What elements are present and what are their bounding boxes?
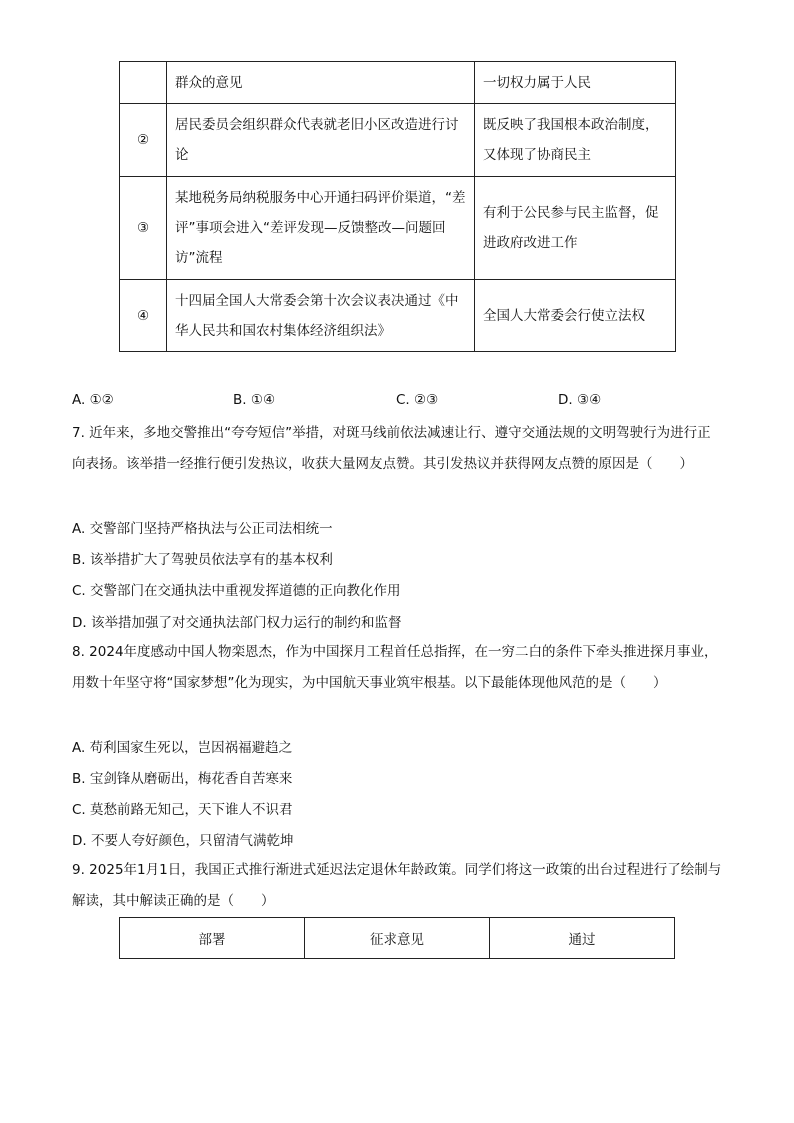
row-number: ④ bbox=[120, 280, 167, 352]
table-row bbox=[120, 177, 676, 280]
example-cell: 居民委员会组织群众代表就老旧小区改造进行讨论 bbox=[167, 104, 475, 177]
q6-options bbox=[72, 392, 732, 414]
example-cell: 某地税务局纳税服务中心开通扫码评价渠道，“差评”事项会进入“差评发现—反馈整改—问题回访”流程 bbox=[167, 177, 475, 280]
question-8-stem: 8. 2024年度感动中国人物栾恩杰，作为中国探月工程首任总指挥，在一穷二白的条件下牵头推进探月事业，用数十年坚守将“国家梦想”化为现实，为中国航天事业筑牢根基。以下最能体现他风范的是（ ） bbox=[72, 644, 718, 691]
option-d: D. ③④ bbox=[558, 392, 602, 408]
question-7-stem: 7. 近年来，多地交警推出“夸夸短信”举措，对斑马线前依法减速让行、遵守交通法规的文明驾驶行为进行正向表扬。该举措一经推行便引发热议，收获大量网友点赞。其引发热议并获得网友点赞的原因是（ ） bbox=[72, 425, 711, 472]
interpretation-cell: 有利于公民参与民主监督，促进政府改进工作 bbox=[475, 177, 676, 280]
q7-option-a: A. 交警部门坚持严格执法与公正司法相统一 bbox=[72, 521, 333, 537]
interpretation-cell: 既反映了我国根本政治制度，又体现了协商民主 bbox=[475, 104, 676, 177]
q8-option-a: A. 苟利国家生死以，岂因祸福避趋之 bbox=[72, 740, 293, 756]
example-cell: 群众的意见 bbox=[167, 62, 475, 104]
q7-option-d: D. 该举措加强了对交通执法部门权力运行的制约和监督 bbox=[72, 615, 402, 631]
q7-option-b: B. 该举措扩大了驾驶员依法享有的基本权利 bbox=[72, 552, 333, 568]
option-a: A. ①② bbox=[72, 392, 114, 408]
process-step: 征求意见 bbox=[305, 918, 490, 959]
table-row bbox=[120, 280, 676, 352]
process-step: 通过 bbox=[490, 918, 675, 959]
process-step: 部署 bbox=[120, 918, 305, 959]
interpretation-cell: 全国人大常委会行使立法权 bbox=[475, 280, 676, 352]
table-row bbox=[120, 62, 676, 104]
row-number bbox=[120, 62, 167, 104]
question-9-stem: 9. 2025年1月1日，我国正式推行渐进式延迟法定退休年龄政策。同学们将这一政策的出台过程进行了绘制与解读，其中解读正确的是（ ） bbox=[72, 862, 722, 909]
q8-option-d: D. 不要人夸好颜色，只留清气满乾坤 bbox=[72, 833, 294, 849]
table-row bbox=[120, 104, 676, 177]
option-b: B. ①④ bbox=[233, 392, 276, 408]
table-row bbox=[120, 918, 675, 959]
row-number: ③ bbox=[120, 177, 167, 280]
option-c: C. ②③ bbox=[396, 392, 439, 408]
q7-option-c: C. 交警部门在交通执法中重视发挥道德的正向教化作用 bbox=[72, 583, 401, 599]
row-number: ② bbox=[120, 104, 167, 177]
q8-option-c: C. 莫愁前路无知己，天下谁人不识君 bbox=[72, 802, 293, 818]
process-table bbox=[119, 917, 675, 959]
example-cell: 十四届全国人大常委会第十次会议表决通过《中华人民共和国农村集体经济组织法》 bbox=[167, 280, 475, 352]
statement-table bbox=[119, 61, 676, 352]
q8-option-b: B. 宝剑锋从磨砺出，梅花香自苦寒来 bbox=[72, 771, 293, 787]
interpretation-cell: 一切权力属于人民 bbox=[475, 62, 676, 104]
